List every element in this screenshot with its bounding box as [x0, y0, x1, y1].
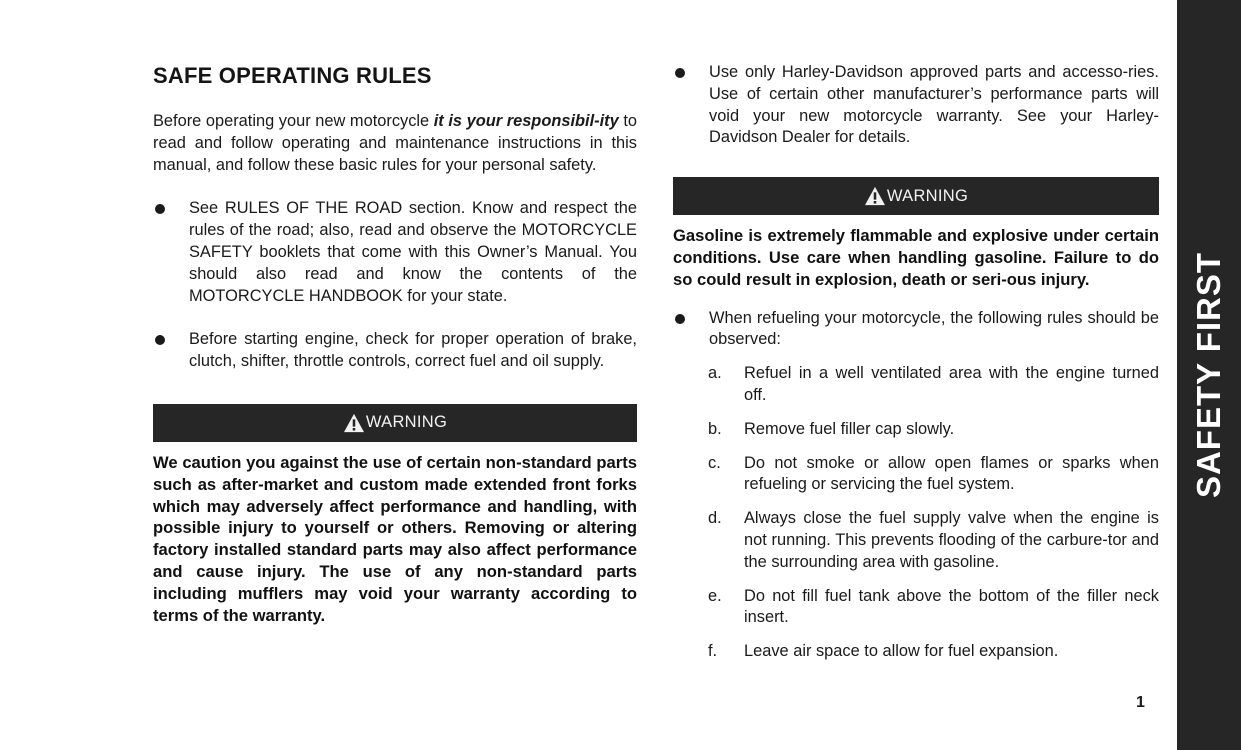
warning-paragraph: We caution you against the use of certain non-standard parts such as after-market and custom made extended front forks which may adversely affect performance and handling, with possible injury to yourself or others. Removing or altering factory installed standard parts may also affect performance and cause injury. The use of any non-standard parts including mufflers may void your warranty according to terms of the warranty.	[153, 452, 637, 625]
bullet-dot-icon	[675, 68, 685, 78]
rule-letter: e.	[708, 586, 722, 605]
rule-text: Remove fuel filler cap slowly.	[744, 419, 955, 438]
rule-item	[673, 419, 1159, 441]
rule-item	[673, 586, 1159, 630]
warning-text-gasoline	[673, 225, 1159, 290]
warning-banner-gasoline	[673, 177, 1159, 215]
rule-letter: c.	[708, 453, 721, 472]
rule-item	[673, 641, 1159, 663]
bullet-dot-icon	[155, 335, 165, 345]
rule-item	[673, 508, 1159, 573]
page-number: 1	[1136, 694, 1145, 711]
bullet-pre-start-check	[153, 329, 637, 373]
rule-text: Do not smoke or allow open flames or sparks when refueling or servicing the fuel system.	[744, 453, 1159, 494]
rule-letter: d.	[708, 509, 722, 528]
warning-triangle-icon	[343, 413, 365, 433]
page-title: SAFE OPERATING RULES	[153, 63, 432, 88]
rule-letter: a.	[708, 364, 722, 383]
rule-letter: b.	[708, 419, 722, 438]
warning-text-parts	[153, 452, 637, 626]
warning-banner-parts	[153, 404, 637, 442]
rule-text: Refuel in a well ventilated area with the engine turned off.	[744, 364, 1159, 404]
bullet-dot-icon	[155, 204, 165, 214]
intro-post: to read and follow operating and maintenance instructions in this manual, and follow these basic rules for your personal safety.	[153, 112, 637, 174]
rule-item	[673, 363, 1159, 407]
intro-emphasis: it is your responsibil-ity	[433, 112, 619, 130]
warning-label: WARNING	[365, 413, 448, 432]
left-column	[153, 60, 637, 626]
bullet-text: See RULES OF THE ROAD section. Know and respect the rules of the road; also, read and observe the MOTORCYCLE SAFETY booklets that come with this Owner’s Manual. You should also read and know the contents of the MOTORCYCLE HANDBOOK for your state.	[189, 199, 637, 305]
section-tab	[1177, 0, 1241, 750]
rule-text: Leave air space to allow for fuel expansion.	[744, 642, 1059, 661]
intro-paragraph	[153, 111, 637, 176]
warning-paragraph: Gasoline is extremely flammable and explosive under certain conditions. Use care when handling gasoline. Failure to do so could result in explosion, death or seri-ous injury.	[673, 226, 1159, 289]
warning-label: WARNING	[886, 186, 969, 205]
bullet-dot-icon	[675, 314, 685, 324]
rule-letter: f.	[708, 642, 718, 661]
rule-text: Do not fill fuel tank above the bottom of the filler neck insert.	[744, 586, 1159, 627]
bullet-rules-of-road	[153, 198, 637, 307]
bullet-text: Before starting engine, check for proper operation of brake, clutch, shifter, throttle controls, correct fuel and oil supply.	[189, 330, 637, 371]
bullet-refueling	[673, 308, 1159, 352]
bullet-text: Use only Harley-Davidson approved parts and accesso-ries. Use of certain other manufacturer’s performance parts will void your new motorcycle warranty. See your Harley-Davidson Dealer for details.	[709, 63, 1159, 147]
warning-triangle-icon	[864, 186, 886, 206]
rule-item	[673, 453, 1159, 497]
bullet-approved-parts	[673, 62, 1159, 149]
intro-pre: Before operating your new motorcycle	[153, 112, 434, 130]
rule-text: Always close the fuel supply valve when the engine is not running. This prevents flooding of the carbure-tor and the surrounding area with gasoline.	[744, 509, 1159, 571]
bullet-text: When refueling your motorcycle, the following rules should be observed:	[709, 308, 1159, 349]
right-column	[673, 60, 1159, 663]
section-tab-label: SAFETY FIRST	[1190, 251, 1227, 499]
